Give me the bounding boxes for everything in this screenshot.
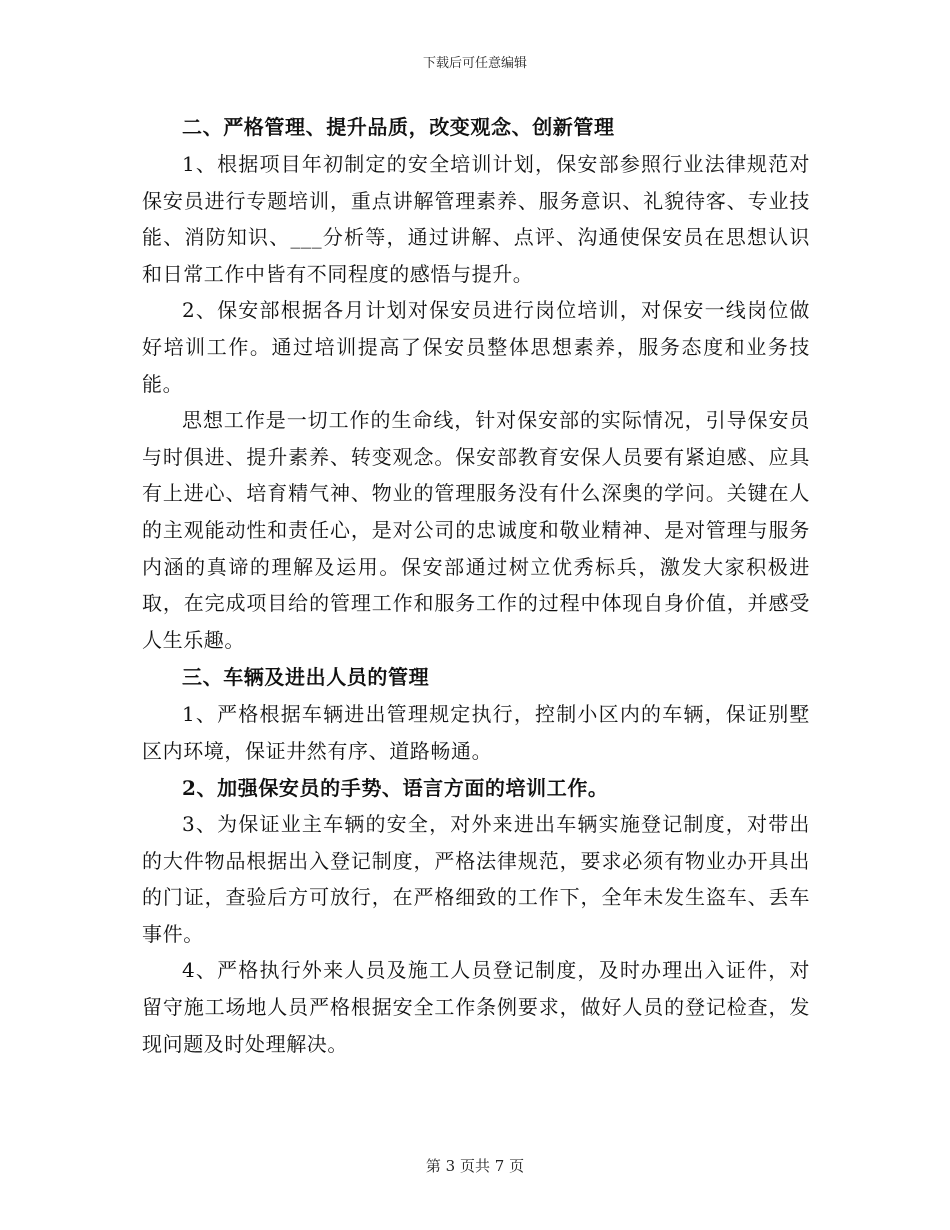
paragraph-7: 4、严格执行外来人员及施工人员登记制度，及时办理出入证件，对留守施工场地人员严格根据安全工作条例要求，做好人员的登记检查，发现问题及时处理解决。	[142, 958, 810, 1056]
page-number: 第 3 页共 7 页	[425, 1157, 525, 1175]
paragraph-2: 2、保安部根据各月计划对保安员进行岗位培训，对保安一线岗位做好培训工作。通过培训提高了保安员整体思想素养，服务态度和业务技能。	[142, 298, 810, 396]
page-header: 下载后可任意编辑	[422, 56, 527, 71]
paragraph-1: 1、根据项目年初制定的安全培训计划，保安部参照行业法律规范对保安员进行专题培训，重点讲解管理素养、服务意识、礼貌待客、专业技能、消防知识、___分析等，通过讲解、点评、沟通使保安员在思想认识和日常工作中皆有不同程度的感悟与提升。	[142, 152, 810, 286]
section-heading-2: 二、严格管理、提升品质，改变观念、创新管理	[182, 115, 615, 139]
document-body	[142, 108, 810, 1062]
paragraph-6: 3、为保证业主车辆的安全，对外来进出车辆实施登记制度，对带出的大件物品根据出入登记制度，严格法律规范，要求必须有物业办开具出的门证，查验后方可放行，在严格细致的工作下，全年未发生盗车、丢车事件。	[142, 812, 810, 946]
section-heading-3: 三、车辆及进出人员的管理	[182, 665, 430, 690]
paragraph-5-bold: 2、加强保安员的手势、语言方面的培训工作。	[182, 775, 609, 800]
paragraph-4: 1、严格根据车辆进出管理规定执行，控制小区内的车辆，保证别墅区内环境，保证井然有序、道路畅通。	[142, 702, 810, 763]
paragraph-3: 思想工作是一切工作的生命线，针对保安部的实际情况，引导保安员与时俱进、提升素养、转变观念。保安部教育安保人员要有紧迫感、应具有上进心、培育精气神、物业的管理服务没有什么深奥的学问。关键在人的主观能动性和责任心，是对公司的忠诚度和敬业精神、是对管理与服务内涵的真谛的理解及运用。保安部通过树立优秀标兵，激发大家积极进取，在完成项目给的管理工作和服务工作的过程中体现自身价值，并感受人生乐趣。	[142, 408, 810, 652]
